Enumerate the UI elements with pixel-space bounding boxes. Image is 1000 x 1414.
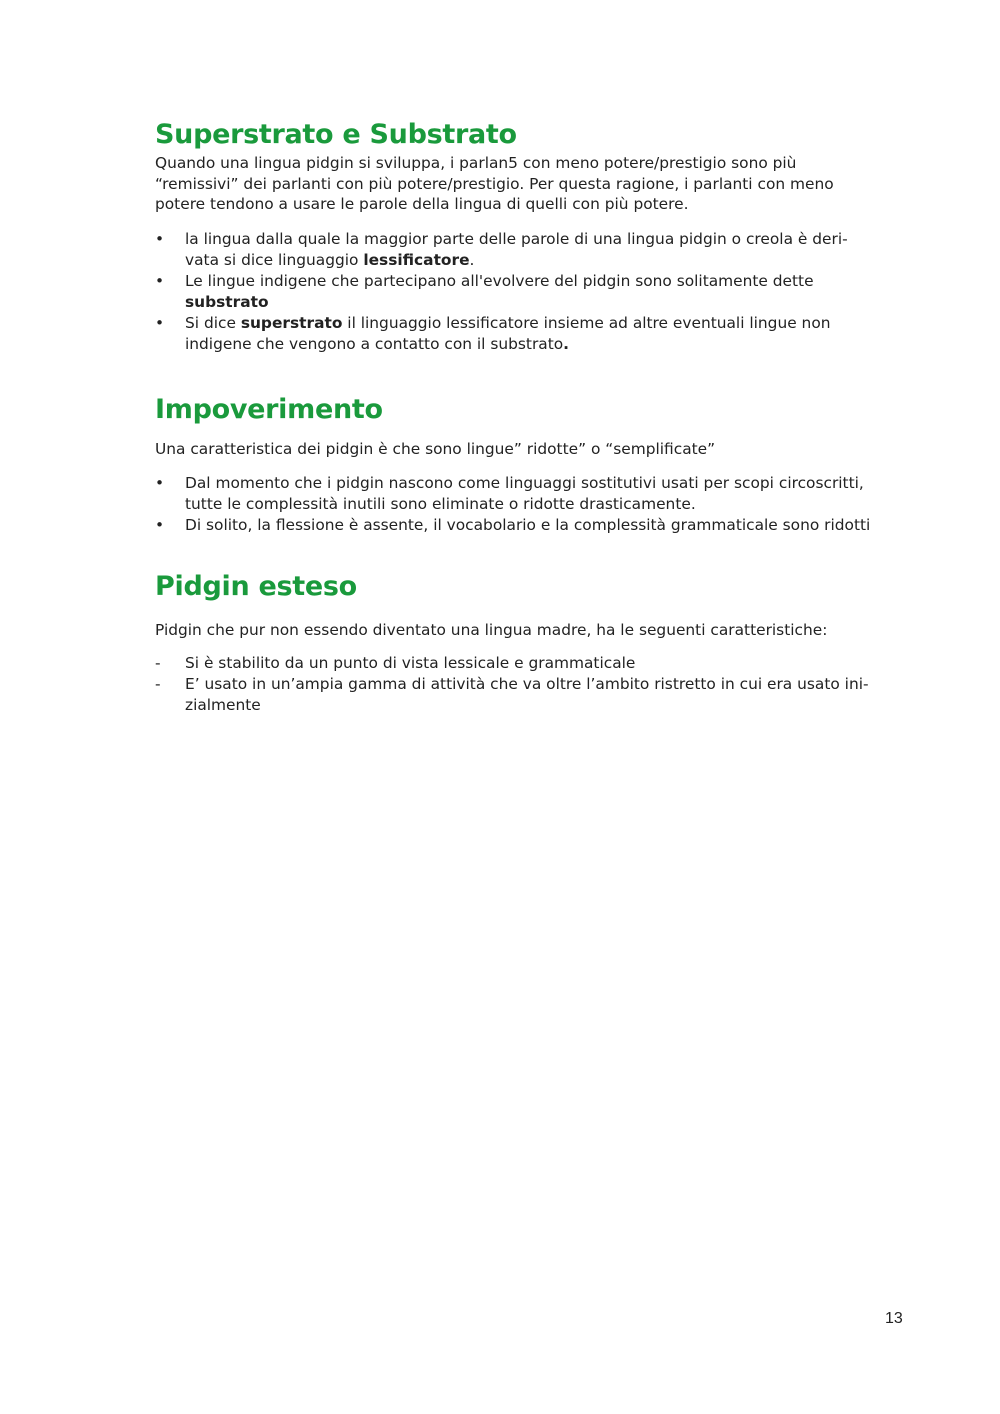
list-item xyxy=(155,229,900,271)
list-item-text: Si è stabilito da un punto di vista lessicale e grammaticale xyxy=(185,653,636,672)
period-bold: . xyxy=(563,334,570,353)
section-intro: Pidgin che pur non essendo diventato una lingua madre, ha le seguenti caratteristiche: xyxy=(155,621,828,639)
bullet-icon: • xyxy=(155,313,165,332)
dash-icon: - xyxy=(155,674,161,693)
list-item xyxy=(155,674,900,716)
list-item-text: . xyxy=(469,250,475,269)
list-item xyxy=(155,515,900,536)
page-number: 13 xyxy=(885,1310,903,1327)
section-impoverimento xyxy=(155,393,900,536)
list-item xyxy=(155,313,900,355)
bullet-list xyxy=(155,473,900,536)
section-heading: Impoverimento xyxy=(155,394,383,425)
list-item-text: la lingua dalla quale la maggior parte delle parole di una lingua pidgin o creola è deri- xyxy=(185,229,848,248)
list-item-text: tutte le complessità inutili sono eliminate o ridotte drasticamente. xyxy=(185,494,696,513)
section-heading: Pidgin esteso xyxy=(155,571,357,602)
section-heading: Superstrato e Substrato xyxy=(155,119,517,150)
bullet-icon: • xyxy=(155,515,165,534)
list-item xyxy=(155,271,900,313)
intro-line: “remissivi” dei parlanti con più potere/prestigio. Per questa ragione, i parlanti con meno xyxy=(155,174,834,193)
section-intro xyxy=(155,153,900,215)
term-bold: lessificatore xyxy=(363,250,470,269)
list-item xyxy=(155,473,900,515)
dash-icon: - xyxy=(155,653,161,672)
bullet-icon: • xyxy=(155,229,165,248)
section-pidgin-esteso xyxy=(155,570,900,716)
bullet-list xyxy=(155,229,900,355)
list-item-text: zialmente xyxy=(185,695,261,714)
term-bold: substrato xyxy=(185,292,269,311)
list-item-text: Di solito, la flessione è assente, il vocabolario e la complessità grammaticale sono ridotti xyxy=(185,515,871,534)
section-superstrato xyxy=(155,118,900,355)
intro-line: potere tendono a usare le parole della lingua di quelli con più potere. xyxy=(155,195,689,213)
list-item-text: vata si dice linguaggio xyxy=(185,250,364,269)
term-bold: superstrato xyxy=(240,313,343,332)
list-item-text: il linguaggio lessificatore insieme ad altre eventuali lingue non xyxy=(342,313,831,332)
list-item xyxy=(155,653,900,674)
bullet-icon: • xyxy=(155,473,165,492)
bullet-icon: • xyxy=(155,271,165,290)
list-item-text: E’ usato in un’ampia gamma di attività che va oltre l’ambito ristretto in cui era usato ini- xyxy=(185,674,869,693)
list-item-text: indigene che vengono a contatto con il substrato xyxy=(185,334,564,353)
list-item-text: Dal momento che i pidgin nascono come linguaggi sostitutivi usati per scopi circoscritti, xyxy=(185,473,864,492)
intro-line: Quando una lingua pidgin si sviluppa, i parlan5 con meno potere/prestigio sono più xyxy=(155,154,797,172)
list-item-text: Si dice xyxy=(185,313,241,332)
section-intro: Una caratteristica dei pidgin è che sono lingue” ridotte” o “semplificate” xyxy=(155,440,716,458)
dash-list xyxy=(155,653,900,716)
list-item-text: Le lingue indigene che partecipano all'evolvere del pidgin sono solitamente dette xyxy=(185,271,814,290)
